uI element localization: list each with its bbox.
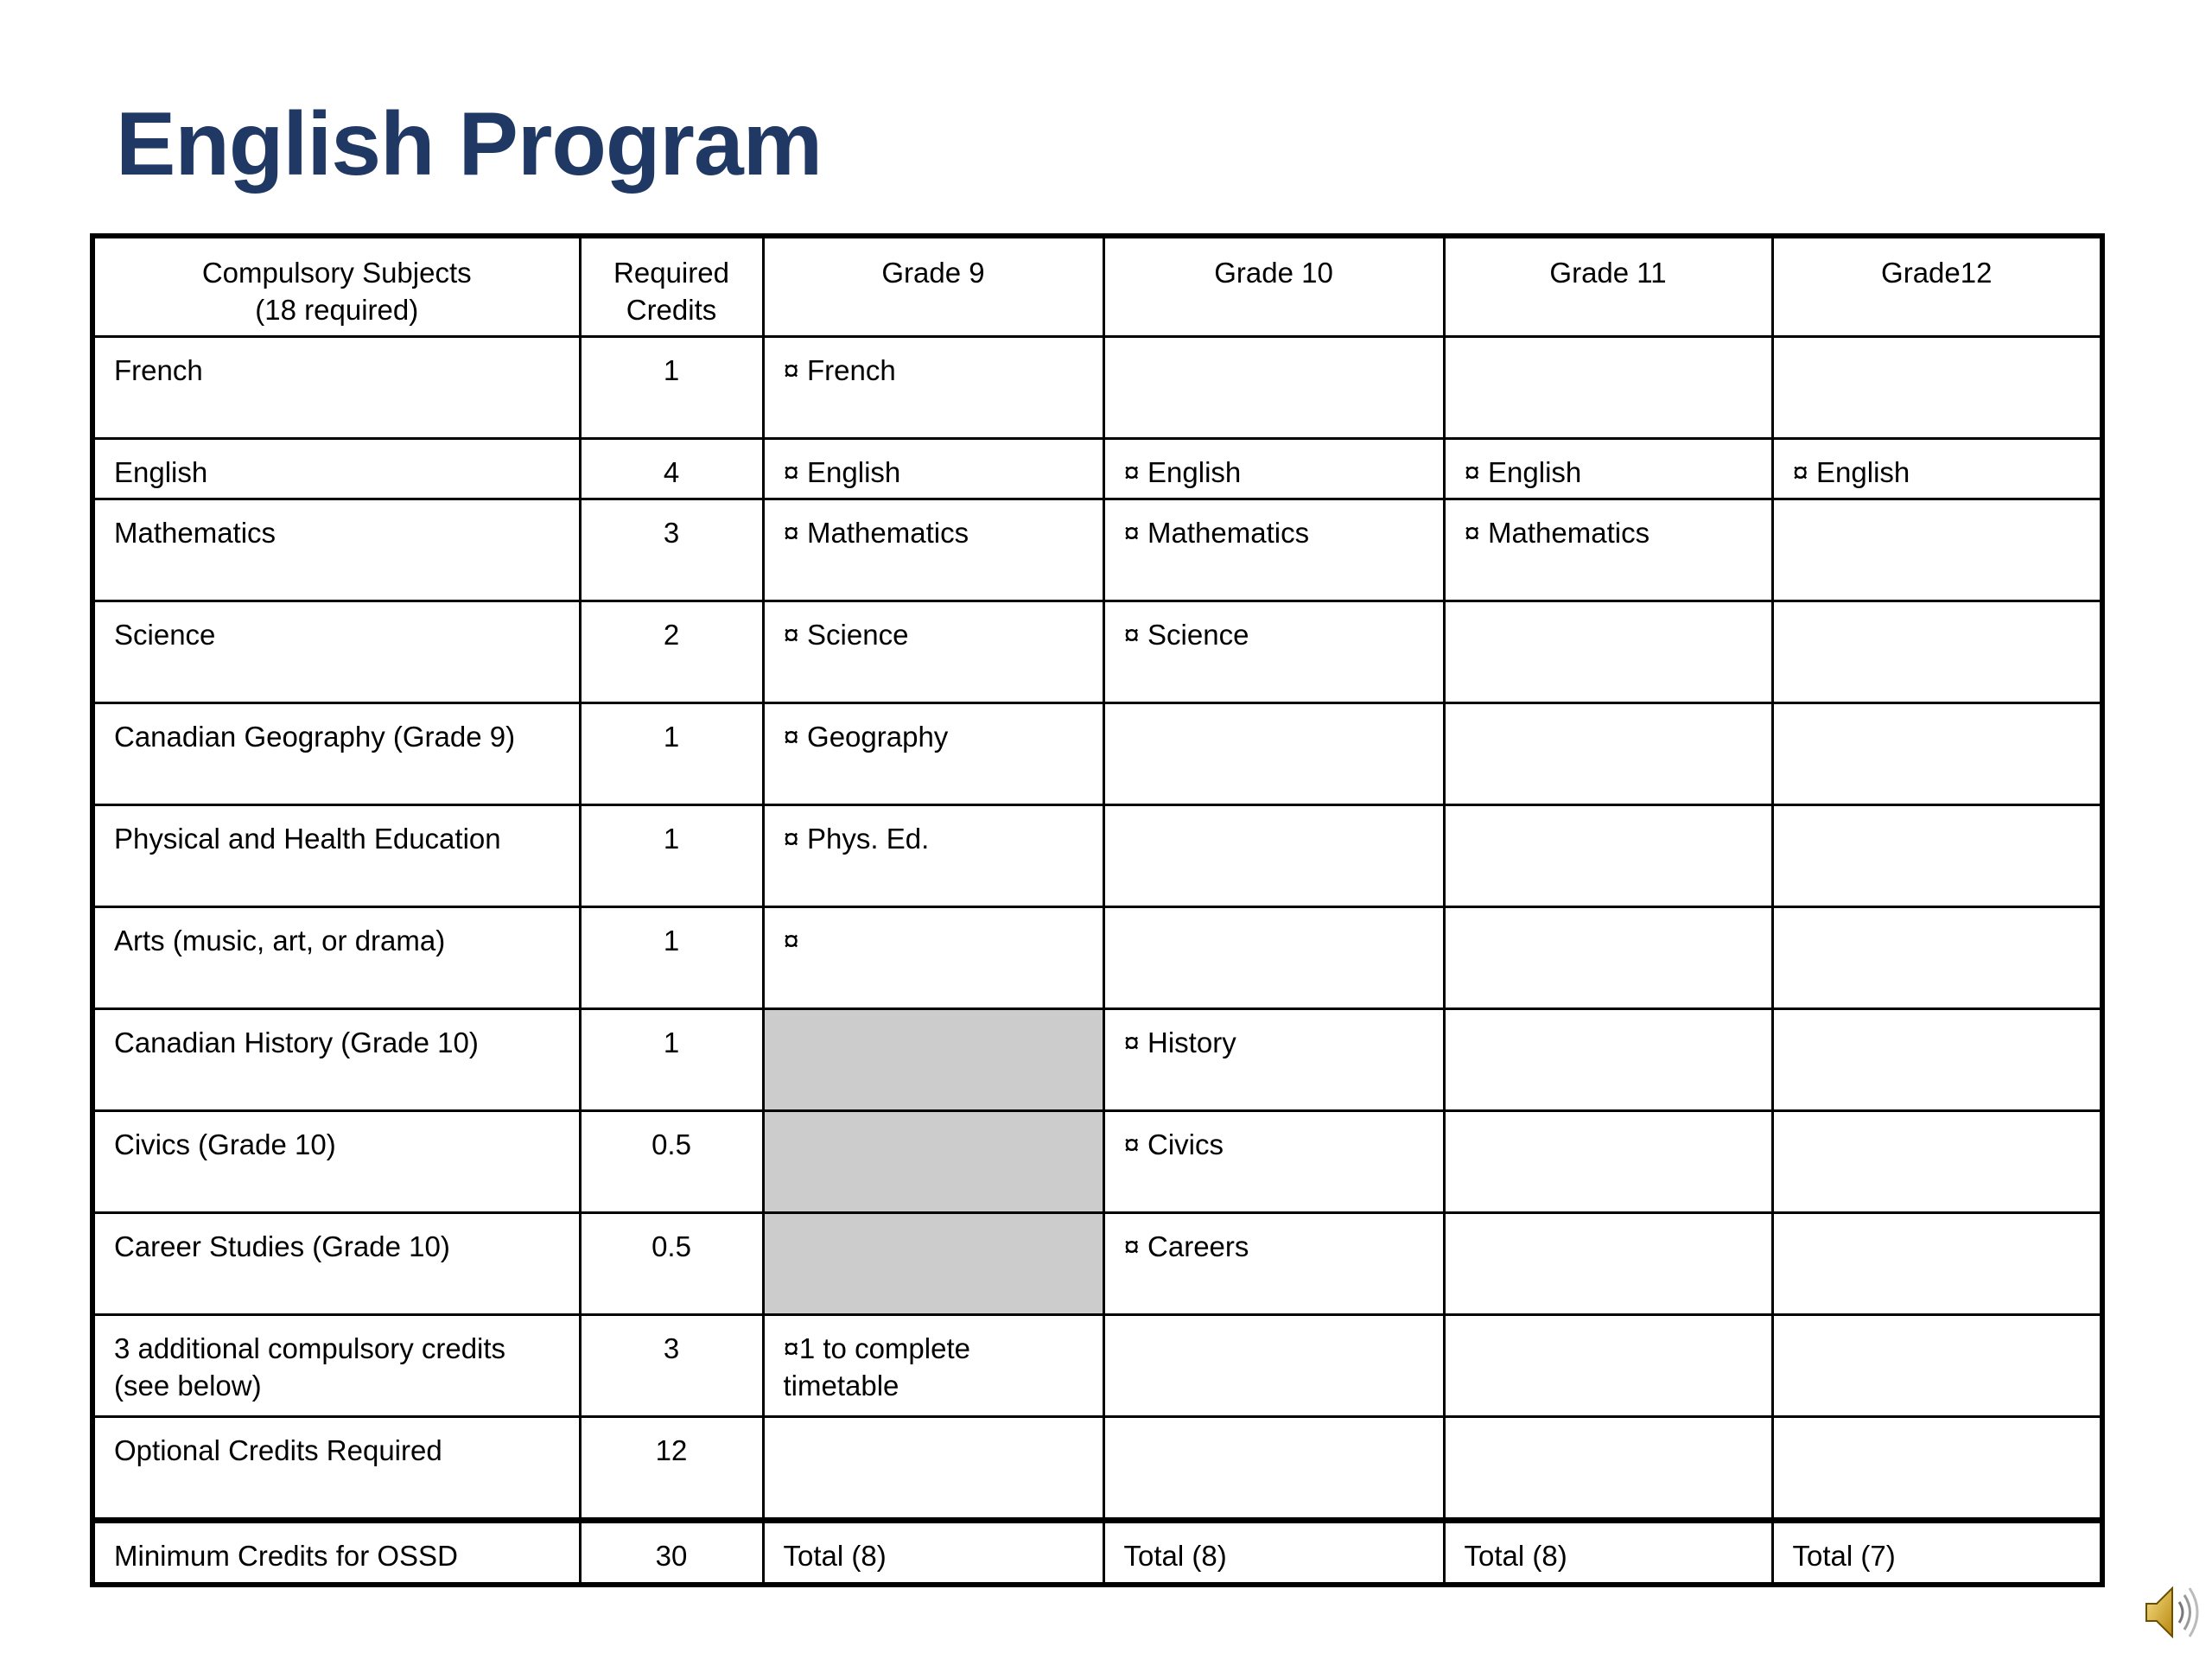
grade-10-cell [1103, 805, 1444, 907]
subject-cell: Civics (Grade 10) [92, 1111, 580, 1213]
grade-9-shaded-cell [763, 1111, 1103, 1213]
grade-11-cell [1444, 805, 1772, 907]
credit-cell: 12 [580, 1417, 763, 1521]
credits-table [90, 233, 2105, 1587]
grade-9-cell: ¤ Geography [763, 703, 1103, 805]
subject-cell: Arts (music, art, or drama) [92, 907, 580, 1009]
subject-cell: English [92, 439, 580, 499]
grade-11-cell [1444, 1111, 1772, 1213]
grade-10-cell [1103, 1417, 1444, 1521]
grade-9-cell: ¤ Science [763, 601, 1103, 703]
grade-9-cell: ¤ Phys. Ed. [763, 805, 1103, 907]
header-compulsory-subjects: Compulsory Subjects (18 required) [92, 236, 580, 337]
credit-cell: 1 [580, 1009, 763, 1111]
subject-cell: French [92, 337, 580, 439]
grade-12-cell [1772, 1417, 2102, 1521]
subject-cell: Canadian History (Grade 10) [92, 1009, 580, 1111]
table-row [92, 337, 2102, 439]
grade-12-cell [1772, 907, 2102, 1009]
grade-10-cell [1103, 907, 1444, 1009]
grade-9-cell: ¤ Mathematics [763, 499, 1103, 601]
table-row [92, 703, 2102, 805]
grade-9-cell: ¤ [763, 907, 1103, 1009]
credit-cell: 0.5 [580, 1111, 763, 1213]
grade-11-cell [1444, 703, 1772, 805]
table-row [92, 1111, 2102, 1213]
speaker-icon[interactable] [2141, 1578, 2203, 1647]
table-row [92, 601, 2102, 703]
grade-11-cell [1444, 1417, 1772, 1521]
subject-cell: Physical and Health Education [92, 805, 580, 907]
grade-12-cell [1772, 1213, 2102, 1315]
page-title: English Program [116, 94, 823, 194]
table-row [92, 805, 2102, 907]
grade-9-cell: ¤ English [763, 439, 1103, 499]
credit-cell: 1 [580, 703, 763, 805]
grade-12-cell [1772, 1315, 2102, 1417]
credit-cell: 1 [580, 337, 763, 439]
grade-11-cell [1444, 601, 1772, 703]
subject-cell: Mathematics [92, 499, 580, 601]
subject-cell: Optional Credits Required [92, 1417, 580, 1521]
speaker-icon-graphic [2141, 1578, 2203, 1647]
grade-9-cell: ¤1 to complete timetable [763, 1315, 1103, 1417]
grade-12-cell [1772, 1111, 2102, 1213]
header-grade-11: Grade 11 [1444, 236, 1772, 337]
credit-cell: 3 [580, 499, 763, 601]
subject-cell: Canadian Geography (Grade 9) [92, 703, 580, 805]
total-subject-cell: Minimum Credits for OSSD [92, 1521, 580, 1586]
total-row [92, 1521, 2102, 1586]
grade-12-cell [1772, 499, 2102, 601]
table-header-row [92, 236, 2102, 337]
subject-cell: Science [92, 601, 580, 703]
grade-10-cell: ¤ Careers [1103, 1213, 1444, 1315]
credit-cell: 3 [580, 1315, 763, 1417]
grade-10-cell [1103, 1315, 1444, 1417]
table-row [92, 439, 2102, 499]
grade-12-cell [1772, 1009, 2102, 1111]
grade-11-cell: ¤ English [1444, 439, 1772, 499]
table-row [92, 907, 2102, 1009]
table-row [92, 1213, 2102, 1315]
header-required-credits: Required Credits [580, 236, 763, 337]
grade-10-cell: ¤ History [1103, 1009, 1444, 1111]
grade-9-cell: ¤ French [763, 337, 1103, 439]
grade-12-cell: ¤ English [1772, 439, 2102, 499]
credit-cell: 1 [580, 805, 763, 907]
grade-11-cell [1444, 1213, 1772, 1315]
table-row [92, 1315, 2102, 1417]
table-row [92, 1417, 2102, 1521]
grade-10-cell: ¤ Mathematics [1103, 499, 1444, 601]
grade-11-cell [1444, 1315, 1772, 1417]
grade-9-shaded-cell [763, 1213, 1103, 1315]
grade-10-cell [1103, 703, 1444, 805]
credit-cell: 2 [580, 601, 763, 703]
grade-12-cell [1772, 337, 2102, 439]
header-grade-10: Grade 10 [1103, 236, 1444, 337]
grade-10-cell [1103, 337, 1444, 439]
grade-11-cell: ¤ Mathematics [1444, 499, 1772, 601]
grade-10-cell: ¤ Science [1103, 601, 1444, 703]
grade-10-cell: ¤ English [1103, 439, 1444, 499]
grade-11-cell [1444, 907, 1772, 1009]
credit-cell: 0.5 [580, 1213, 763, 1315]
credit-cell: 4 [580, 439, 763, 499]
total-grade-12-cell: Total (7) [1772, 1521, 2102, 1586]
grade-10-cell: ¤ Civics [1103, 1111, 1444, 1213]
total-credit-cell: 30 [580, 1521, 763, 1586]
table-row [92, 499, 2102, 601]
grade-11-cell [1444, 337, 1772, 439]
grade-12-cell [1772, 601, 2102, 703]
grade-12-cell [1772, 703, 2102, 805]
header-grade-12: Grade12 [1772, 236, 2102, 337]
grade-11-cell [1444, 1009, 1772, 1111]
grade-9-shaded-cell [763, 1009, 1103, 1111]
total-grade-10-cell: Total (8) [1103, 1521, 1444, 1586]
total-grade-11-cell: Total (8) [1444, 1521, 1772, 1586]
grade-12-cell [1772, 805, 2102, 907]
header-grade-9: Grade 9 [763, 236, 1103, 337]
credit-cell: 1 [580, 907, 763, 1009]
table-row [92, 1009, 2102, 1111]
subject-cell: 3 additional compulsory credits (see below) [92, 1315, 580, 1417]
total-grade-9-cell: Total (8) [763, 1521, 1103, 1586]
subject-cell: Career Studies (Grade 10) [92, 1213, 580, 1315]
grade-9-cell [763, 1417, 1103, 1521]
